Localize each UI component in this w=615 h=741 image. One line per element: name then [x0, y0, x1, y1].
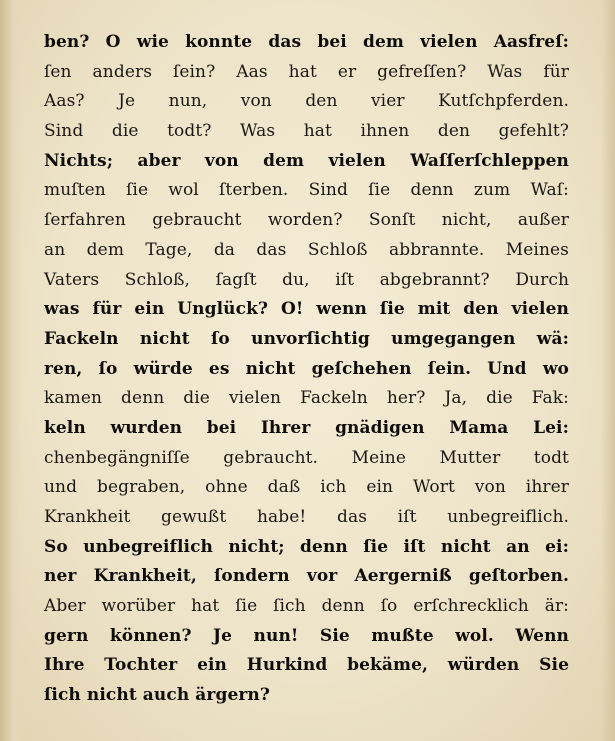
text-line: Aas? Je nun, von den vier Kutſchpferden. — [44, 91, 569, 112]
text-line: und begraben, ohne daß ich ein Wort von ihrer — [44, 477, 569, 498]
text-line: gern können? Je nun! Sie mußte wol. Wenn — [44, 625, 569, 646]
text-line: Sind die todt? Was hat ihnen den gefehlt? — [44, 121, 569, 142]
text-line: Nichts; aber von dem vielen Waſſerſchleppen — [44, 150, 569, 171]
text-line: muſten ſie wol ſterben. Sind ſie denn zum Waſ: — [44, 180, 569, 201]
text-line: Krankheit gewußt habe! das iſt unbegreiflich. — [44, 507, 569, 527]
text-line: Fackeln nicht ſo unvorſichtig umgegangen wä: — [44, 328, 569, 349]
page-text-block — [44, 28, 569, 711]
text-line: ner Krankheit, ſondern vor Aergerniß geſtorben. — [44, 566, 569, 587]
text-line: ren, ſo würde es nicht geſchehen ſein. Und wo — [44, 358, 569, 379]
text-line: ſen anders ſein? Aas hat er gefreſſen? Was für — [44, 61, 569, 82]
text-line: an dem Tage, da das Schloß abbrannte. Meines — [44, 239, 569, 260]
text-line: chenbegängniſſe gebraucht. Meine Mutter todt — [44, 447, 569, 468]
page-edge-shadow — [601, 0, 615, 741]
text-line: was für ein Unglück? O! wenn ſie mit den vielen — [44, 299, 569, 320]
text-line: Ihre Tochter ein Hurkind bekäme, würden Sie — [44, 655, 569, 676]
text-line: Vaters Schloß, ſagſt du, iſt abgebrannt? Durch — [44, 269, 569, 290]
page-gutter-shadow — [0, 0, 22, 741]
text-line: ben? O wie konnte das bei dem vielen Aasfreſ: — [44, 32, 569, 52]
text-line: kamen denn die vielen Fackeln her? Ja, die Fak: — [44, 388, 569, 409]
text-line: keln wurden bei Ihrer gnädigen Mama Lei: — [44, 417, 569, 438]
text-line: So unbegreiflich nicht; denn ſie iſt nicht an ei: — [44, 536, 569, 557]
text-line: ſich nicht auch ärgern? — [44, 685, 270, 706]
text-line: Aber worüber hat ſie ſich denn ſo erſchrecklich är: — [44, 596, 569, 617]
text-line: ſerfahren gebraucht worden? Sonſt nicht, außer — [44, 210, 569, 231]
